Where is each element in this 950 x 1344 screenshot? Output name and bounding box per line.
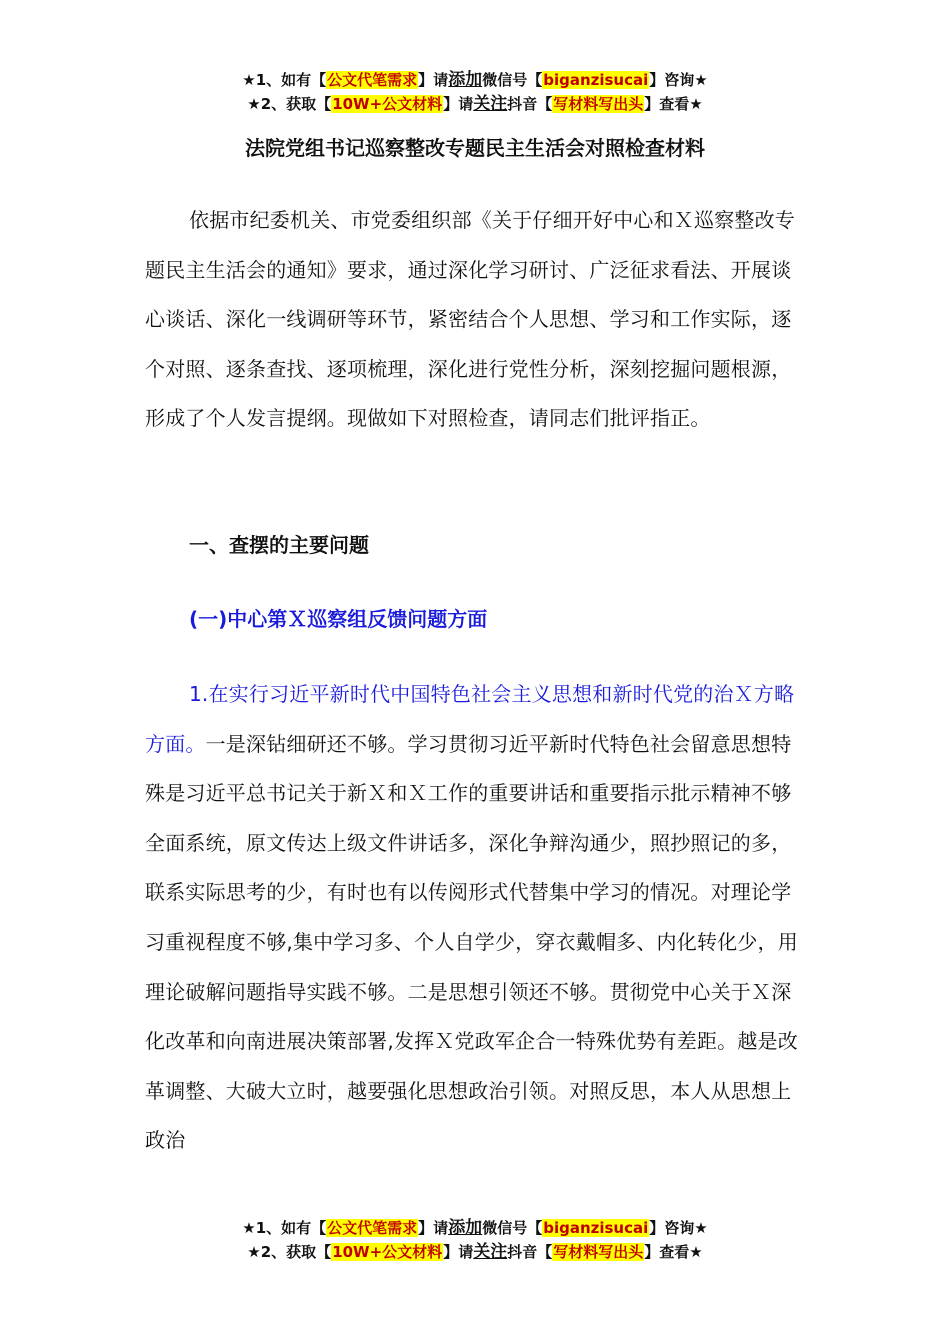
intro-paragraph: 依据市纪委机关、市党委组织部《关于仔细开好中心和Ｘ巡察整改专题民主生活会的通知》要求，通过深化学习研讨、广泛征求看法、开展谈心谈话、深化一线调研等环节，紧密结合个人思想、学习和工作实际，逐个对照、逐条查找、逐项梳理，深化进行党性分析，深刻挖掘问题根源，形成了个人发言提纲。现做如下对照检查，请同志们批评指正。 [145,208,795,431]
item-body: 一是深钻细研还不够。学习贯彻习近平新时代特色社会留意思想特殊是习近平总书记关于新Ｘ和Ｘ工作的重要讲话和重要指示批示精神不够全面系统，原文传达上级文件讲话多，深化争辩沟通少，照抄照记的多，联系实际思考的少，有时也有以传阅形式代替集中学习的情况。对理论学习重视程度不够,集中学习多、个人自学少，穿衣戴帽多、内化转化少，用理论破解问题指导实践不够。二是思想引领还不够。贯彻党中心关于Ｘ深化改革和向南进展决策部署,发挥Ｘ党政军企合一特殊优势有差距。越是改革调整、大破大立时，越要强化思想政治引领。对照反思，本人从思想上政治 [145,731,798,1153]
header-banner [0,68,950,116]
section-heading: 一、查摆的主要问题 [189,533,369,557]
item-paragraph [145,670,805,1166]
banner-line-1: ★1、如有【公文代笔需求】请添加微信号【biganzisucai】咨询★ [242,1218,708,1238]
highlight-service: 公文代笔需求 [327,1219,418,1237]
highlight-materials: 10W+公文材料 [332,1243,443,1261]
document-title: 法院党组书记巡察整改专题民主生活会对照检查材料 [245,136,705,160]
highlight-douyin: 写材料写出头 [553,95,644,113]
banner-line-2: ★2、获取【10W+公文材料】请关注抖音【写材料写出头】查看★ [247,1242,703,1262]
footer-banner [0,1216,950,1264]
highlight-materials: 10W+公文材料 [332,95,443,113]
subsection-heading: (一)中心第Ｘ巡察组反馈问题方面 [189,607,488,631]
item-lead: 1.在实行习近平新时代中国特色社会主义思想和新时代党的治Ｘ方略方面。 [145,682,795,756]
highlight-wechat-id: biganzisucai [543,71,649,89]
banner-line-2: ★2、获取【10W+公文材料】请关注抖音【写材料写出头】查看★ [247,94,703,114]
banner-line-1: ★1、如有【公文代笔需求】请添加微信号【biganzisucai】咨询★ [242,70,708,90]
highlight-douyin: 写材料写出头 [553,1243,644,1261]
highlight-wechat-id: biganzisucai [543,1219,649,1237]
highlight-service: 公文代笔需求 [327,71,418,89]
